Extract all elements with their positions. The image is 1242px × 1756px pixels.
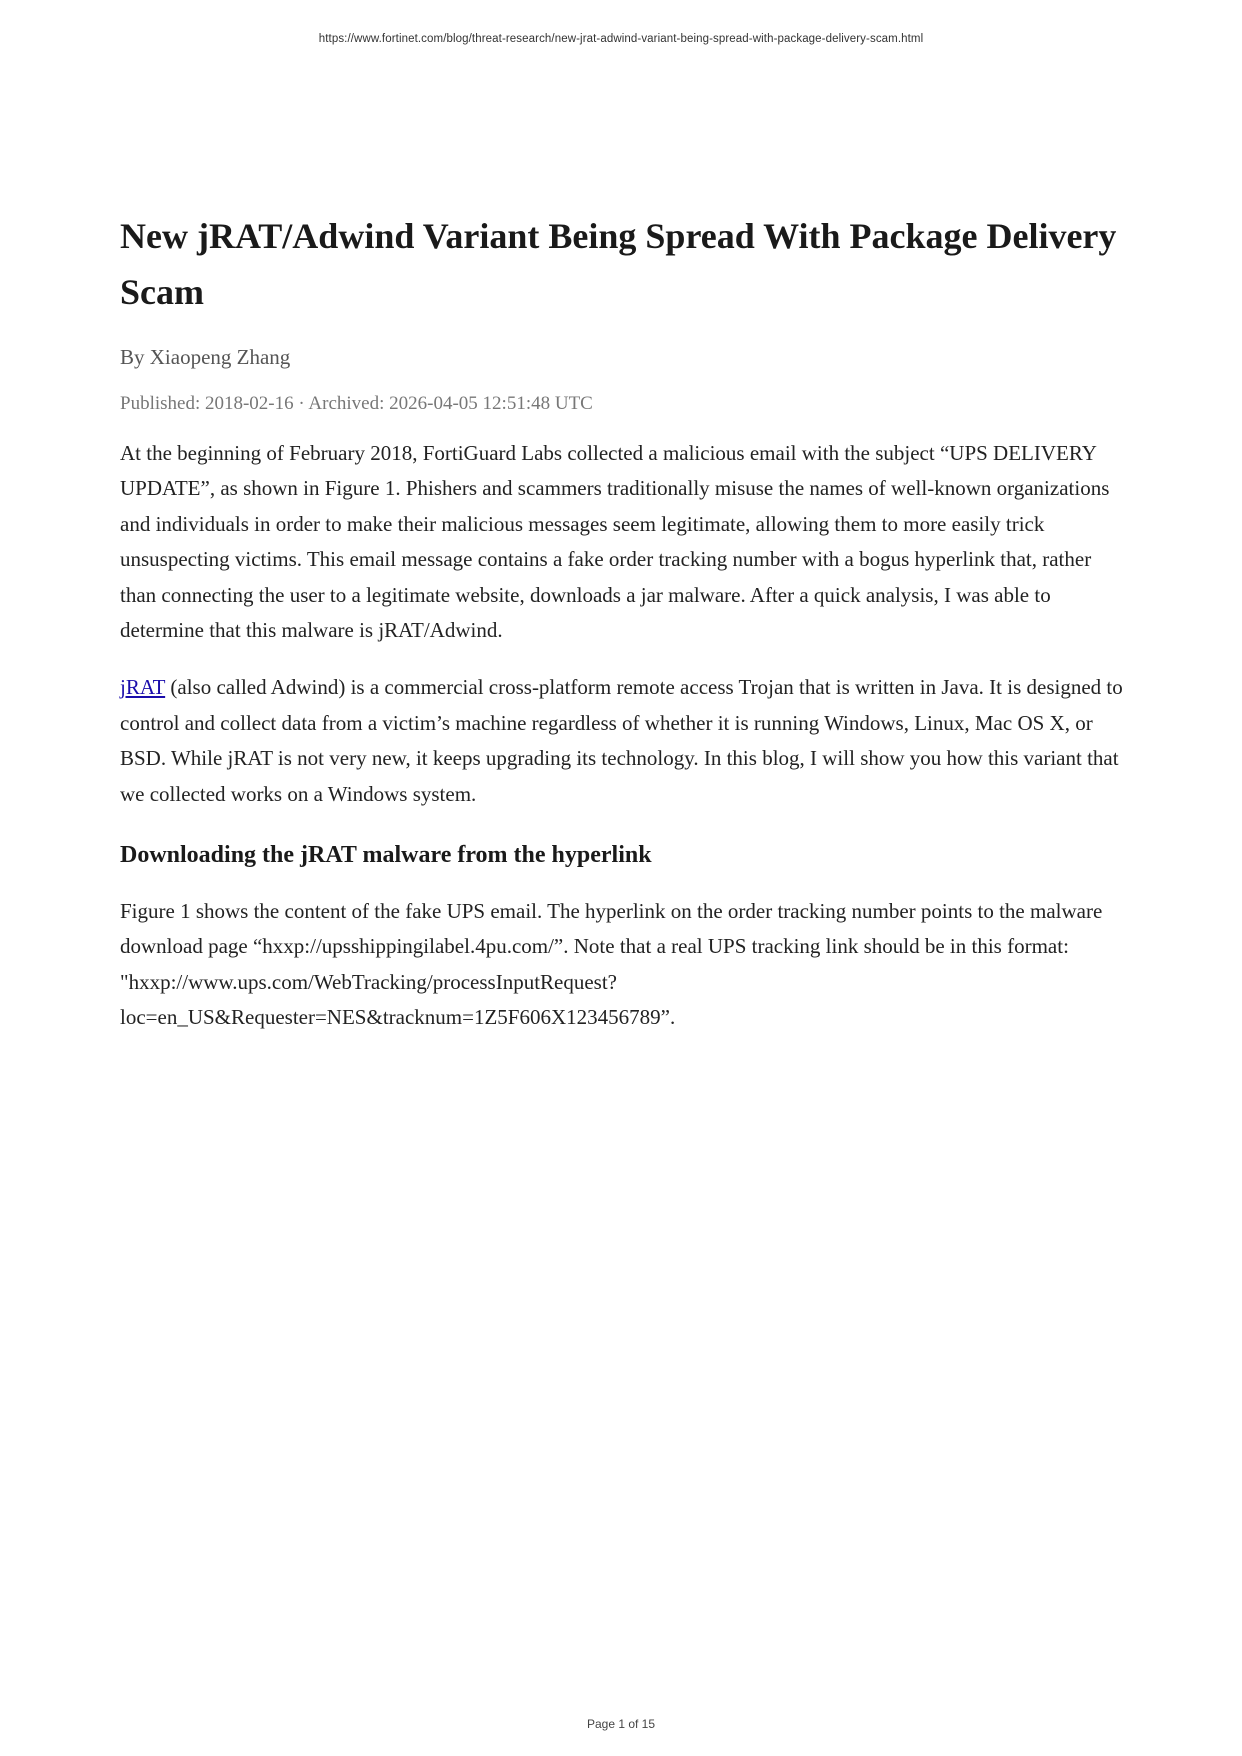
paragraph-intro: At the beginning of February 2018, FortiGuard Labs collected a malicious email with the subject “UPS DELIVERY UPDATE”, as shown in Figure 1. Phishers and scammers traditionally misuse the names of well-known organizations and individuals in order to make their malicious messages seem legitimate, allowing them to more easily trick unsuspecting victims. This email message contains a fake order tracking number with a bogus hyperlink that, rather than connecting the user to a legitimate website, downloads a jar malware. After a quick analysis, I was able to determine that this malware is jRAT/Adwind. <box>120 441 1110 643</box>
article-author: By Xiaopeng Zhang <box>120 345 291 369</box>
paragraph-figure1-url: loc=en_US&Requester=NES&tracknum=1Z5F606X123456789”. <box>120 1005 676 1030</box>
article <box>120 208 1130 1036</box>
paragraph-figure1 <box>120 894 1130 1036</box>
section-heading: Downloading the jRAT malware from the hyperlink <box>120 842 652 869</box>
article-title: New jRAT/Adwind Variant Being Spread With Package Delivery Scam <box>120 216 1117 312</box>
jrat-link[interactable]: jRAT <box>120 675 166 700</box>
paragraph-jrat-text: (also called Adwind) is a commercial cross-platform remote access Trojan that is written in Java. It is designed to control and collect data from a victim’s machine regardless of whether it is running Windows, Linux, Mac OS X, or BSD. While jRAT is not very new, it keeps upgrading its technology. In this blog, I will show you how this variant that we collected works on a Windows system. <box>120 675 1123 806</box>
paragraph-jrat <box>120 670 1130 812</box>
page-url: https://www.fortinet.com/blog/threat-research/new-jrat-adwind-variant-being-spread-with-package-delivery-scam.html <box>318 33 924 45</box>
article-meta: Published: 2018-02-16 · Archived: 2026-04-05 12:51:48 UTC <box>120 393 593 414</box>
page-number: Page 1 of 15 <box>586 1717 656 1731</box>
paragraph-figure1-text: Figure 1 shows the content of the fake UPS email. The hyperlink on the order tracking number points to the malware download page “hxxp://upsshippingilabel.4pu.com/”. Note that a real UPS tracking link should be in this format: "hxxp://www.ups.com/WebTracking/processInputRequest? <box>120 899 1103 994</box>
